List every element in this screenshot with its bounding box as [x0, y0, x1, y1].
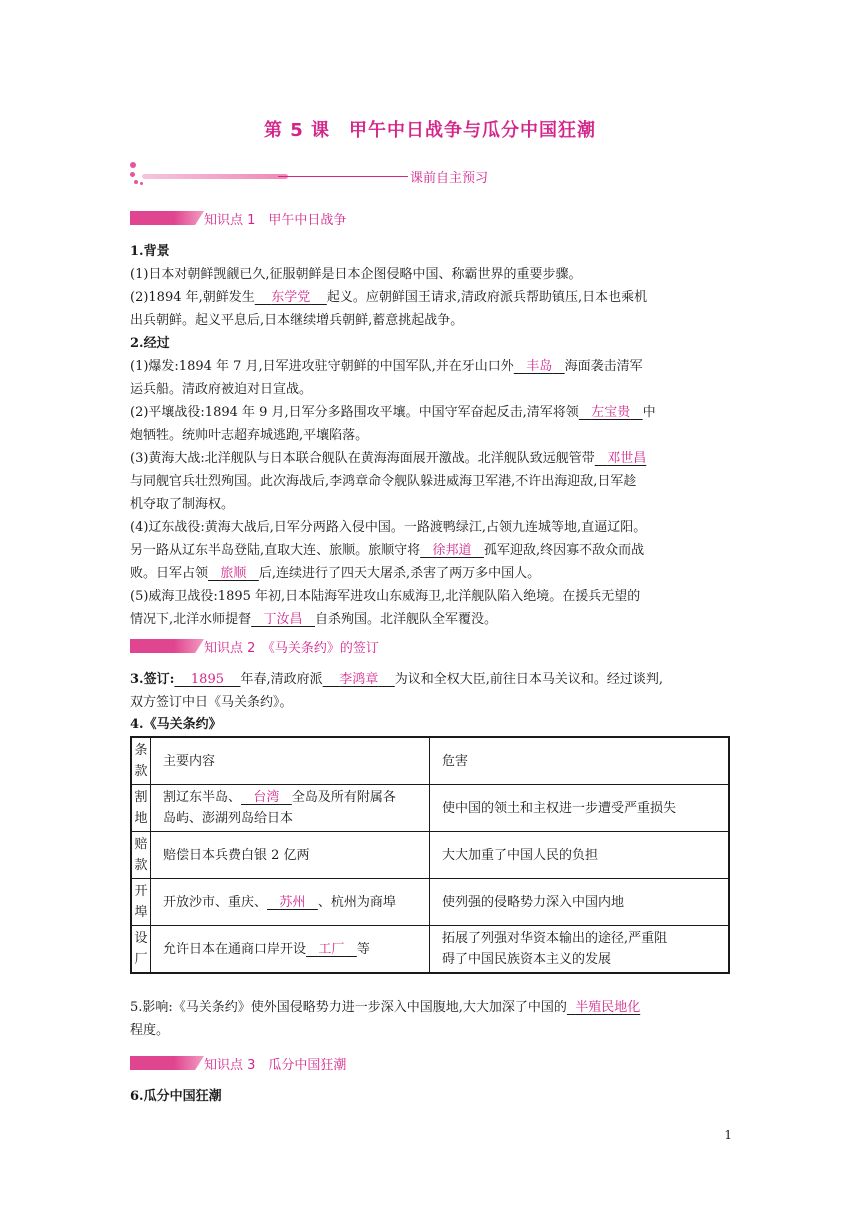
- section-heading: 2.经过: [130, 336, 170, 351]
- paragraph: (5)威海卫战役:1895 年初,日本陆海军进攻山东威海卫,北洋舰队陷入绝境。在援兵无望的: [130, 589, 641, 604]
- table-row: [131, 832, 729, 879]
- paragraph: 出兵朝鲜。起义平息后,日本继续增兵朝鲜,蓄意挑起战争。: [130, 313, 464, 328]
- paragraph: 情况下,北洋水师提督 丁汝昌 自杀殉国。北洋舰队全军覆没。: [130, 612, 497, 627]
- answer-blank: 李鸿章: [339, 672, 379, 687]
- table-header-row: [131, 737, 729, 785]
- table-cell: 大大加重了中国人民的负担: [430, 832, 730, 879]
- heading-text: 知识点 3 瓜分中国狂潮: [204, 1058, 347, 1073]
- banner-label: 课前自主预习: [410, 171, 489, 186]
- paragraph: 机夺取了制海权。: [130, 497, 235, 512]
- section-banner: [128, 162, 489, 192]
- paragraph: 炮牺牲。统帅叶志超弃城逃跑,平壤陷落。: [130, 428, 369, 443]
- paragraph: 与同舰官兵壮烈殉国。此次海战后,李鸿章命令舰队躲进威海卫军港,不许出海迎敌,日军趁: [130, 474, 637, 489]
- paragraph: 程度。: [130, 1023, 170, 1038]
- heading-text: 知识点 2 《马关条约》的签订: [204, 641, 379, 656]
- decor-dot: [134, 180, 138, 184]
- decor-dot: [130, 162, 136, 168]
- table-row: [131, 785, 729, 832]
- table-cell: 允许日本在通商口岸开设 工厂 等: [151, 926, 430, 974]
- answer-blank: 邓世昌: [607, 451, 647, 466]
- table-header-cell: 主要内容: [151, 737, 430, 785]
- table-cell: 使列强的侵略势力深入中国内地: [430, 879, 730, 926]
- paragraph: 运兵船。清政府被迫对日宣战。: [130, 382, 313, 397]
- heading-tab: [130, 639, 204, 653]
- heading-text: 知识点 1 甲午中日战争: [204, 213, 347, 228]
- decor-dot: [130, 172, 135, 177]
- table-cell: 开放沙市、重庆、 苏州 、杭州为商埠: [151, 879, 430, 926]
- table-cell: 设厂: [131, 926, 151, 974]
- table-cell: 赔偿日本兵费白银 2 亿两: [151, 832, 430, 879]
- answer-blank: 丁汝昌: [263, 612, 303, 627]
- paragraph: (3)黄海大战:北洋舰队与日本联合舰队在黄海海面展开激战。北洋舰队致远舰管带 邓世昌: [130, 451, 647, 466]
- section-heading: 4.《马关条约》: [130, 717, 222, 732]
- decor-dot: [140, 182, 143, 185]
- table-cell: 赔款: [131, 832, 151, 879]
- paragraph: 5.影响:《马关条约》使外国侵略势力进一步深入中国腹地,大大加深了中国的 半殖民地化: [130, 1000, 641, 1015]
- treaty-table: [130, 736, 730, 974]
- answer-blank: 半殖民地化: [575, 1000, 641, 1015]
- paragraph: 另一路从辽东半岛登陆,直取大连、旅顺。旅顺守将 徐邦道 孤军迎敌,终因寡不敌众而战: [130, 543, 645, 558]
- table-row: [131, 879, 729, 926]
- paragraph: 3.签订: 1895 年春,清政府派 李鸿章 为议和全权大臣,前往日本马关议和。经过谈判,: [130, 672, 664, 687]
- table-row: [131, 926, 729, 974]
- answer-blank: 工厂: [318, 941, 345, 957]
- table-header-cell: 条款: [131, 737, 151, 785]
- section-heading: 6.瓜分中国狂潮: [130, 1089, 222, 1104]
- heading-tab: [130, 1056, 204, 1070]
- table-cell: 割地: [131, 785, 151, 832]
- table-cell: 割辽东半岛、 台湾 全岛及所有附属各 岛屿、澎湖列岛给日本: [151, 785, 430, 832]
- paragraph: (2)平壤战役:1894 年 9 月,日军分多路围攻平壤。中国守军奋起反击,清军将领 左宝贵 中: [130, 405, 656, 420]
- paragraph: (1)日本对朝鲜觊觎已久,征服朝鲜是日本企图侵略中国、称霸世界的重要步骤。: [130, 267, 582, 282]
- page-number: 1: [724, 1128, 732, 1142]
- banner-line: [278, 176, 408, 177]
- answer-blank: 东学党: [271, 290, 311, 305]
- table-cell: 使中国的领土和主权进一步遭受严重损失: [430, 785, 730, 832]
- answer-blank: 旅顺: [220, 566, 247, 581]
- section-heading: 1.背景: [130, 244, 170, 259]
- answer-blank: 1895: [190, 672, 224, 687]
- answer-blank: 徐邦道: [432, 543, 472, 558]
- paragraph: (2)1894 年,朝鲜发生 东学党 起义。应朝鲜国王请求,清政府派兵帮助镇压,日本也乘机: [130, 290, 648, 305]
- paragraph: 双方签订中日《马关条约》。: [130, 695, 293, 710]
- table-header-cell: 危害: [430, 737, 730, 785]
- heading-tab: [130, 211, 204, 225]
- answer-blank: 左宝贵: [591, 405, 631, 420]
- banner-bar: [142, 174, 288, 179]
- page-title: 第 5 课 甲午中日战争与瓜分中国狂潮: [263, 120, 597, 141]
- answer-blank: 台湾: [253, 790, 280, 805]
- answer-blank: 苏州: [279, 894, 306, 910]
- table-cell: 开埠: [131, 879, 151, 926]
- table-cell: 拓展了列强对华资本输出的途径,严重阻 碍了中国民族资本主义的发展: [430, 926, 730, 974]
- paragraph: (1)爆发:1894 年 7 月,日军进攻驻守朝鲜的中国军队,并在牙山口外 丰岛 海面袭击清军: [130, 359, 643, 374]
- paragraph: 败。日军占领 旅顺 后,连续进行了四天大屠杀,杀害了两万多中国人。: [130, 566, 541, 581]
- paragraph: (4)辽东战役:黄海大战后,日军分两路入侵中国。一路渡鸭绿江,占领九连城等地,直逼辽阳。: [130, 520, 647, 535]
- answer-blank: 丰岛: [526, 359, 553, 374]
